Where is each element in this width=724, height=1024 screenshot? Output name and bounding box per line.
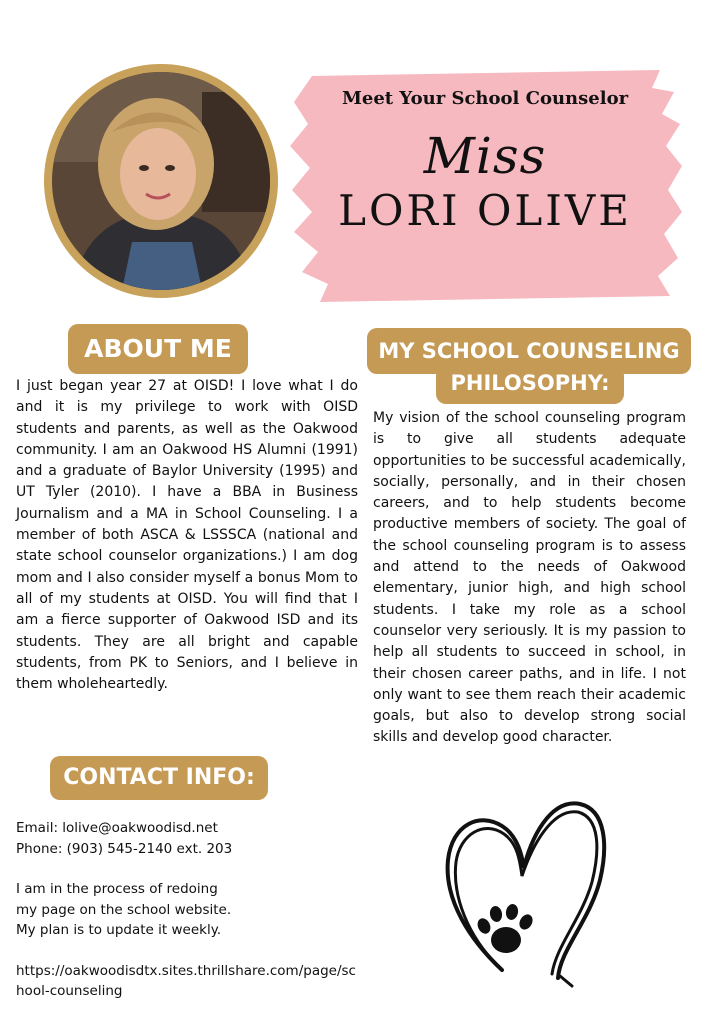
contact-info-heading: CONTACT INFO: (50, 756, 268, 800)
contact-phone: Phone: (903) 545-2140 ext. 203 (16, 840, 233, 857)
philosophy-text: My vision of the school counseling program is to give all students adequate opportunities to be successful academically, socially, personally, and in their chosen careers, and to help students become productive members of society. The goal of the school counseling program is to assess and attend to the needs of Oakwood elementary, junior high, and high school students. I take my role as a school counselor very seriously. It is my passion to help all students to succeed in school, in their chosen career paths, and in life. I not only want to see them reach their academic goals, but also to develop strong social skills and develop good character. (373, 410, 686, 746)
contact-note-line1: I am in the process of redoing (16, 881, 218, 897)
contact-info-block (16, 818, 366, 1002)
heart-paw-icon (440, 790, 610, 990)
page-subtitle: Meet Your School Counselor (341, 88, 629, 109)
contact-email: Email: lolive@oakwoodisd.net (16, 820, 218, 836)
portrait-illustration (52, 72, 270, 290)
counselor-honorific: Miss (423, 127, 547, 185)
counselor-photo (52, 72, 270, 290)
philosophy-heading-line1: MY SCHOOL COUNSELING (367, 328, 691, 374)
school-website-link[interactable]: https://oakwoodisdtx.sites.thrillshare.com/page/school-counseling (16, 962, 356, 999)
contact-note-line3: My plan is to update it weekly. (16, 922, 222, 938)
paw-print-icon (475, 903, 535, 953)
counselor-photo-frame (44, 64, 278, 298)
philosophy-heading-line2: PHILOSOPHY: (436, 366, 624, 404)
about-me-text: I just began year 27 at OISD! I love what I do and it is my privilege to work with OISD students and parents, as well as the Oakwood community. I am an Oakwood HS Alumni (1991) and a graduate of Baylor University (1995) and UT Tyler (2010). I have a BBA in Business Journalism and a MA in School Counseling. I a member of both ASCA & LSSSCA (national and state school counselor organizations.) I am dog mom and I also consider myself a bonus Mom to all of my students at OISD. You will find that I am a fierce supporter of Oakwood ISD and its students. They are all bright and capable students, from PK to Seniors, and I believe in them wholeheartedly. (16, 378, 358, 693)
about-me-heading: ABOUT ME (68, 324, 248, 374)
contact-note-line2: my page on the school website. (16, 901, 232, 918)
counselor-name: LORI OLIVE (338, 186, 632, 235)
